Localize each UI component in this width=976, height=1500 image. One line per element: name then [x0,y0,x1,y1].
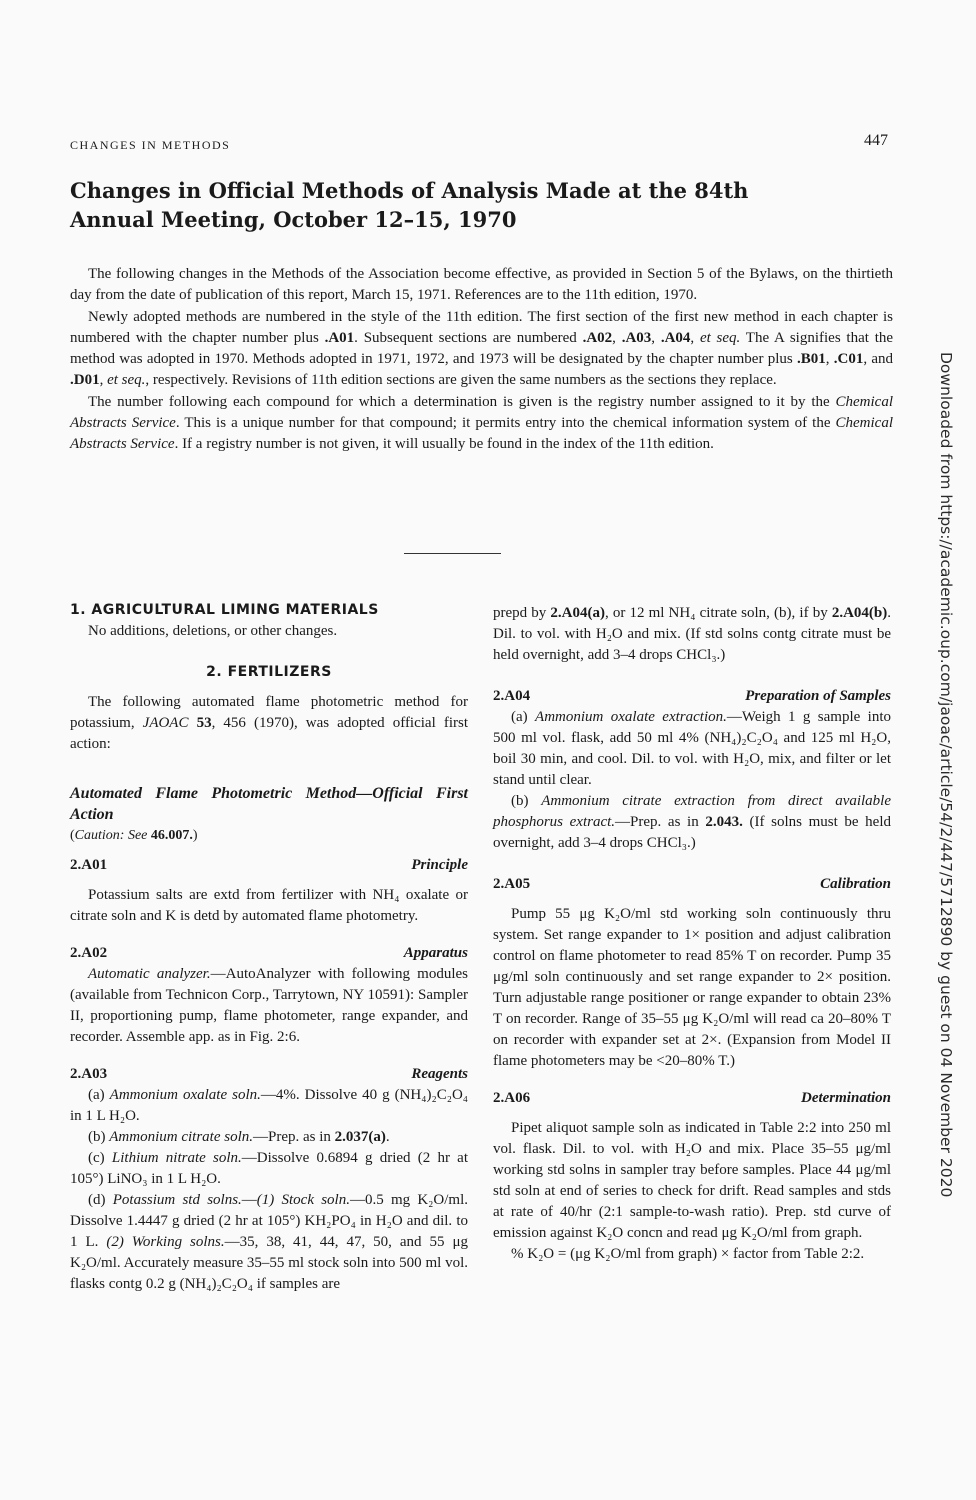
section-title: Principle [411,857,468,873]
body-text: —35, 38, 41, 44, 47, 50, and 55 μg K₂O/ml. Accurately measure 35–55 ml stock soln into 500 ml vol. flasks contg 0.2 g (NH₄)₂C₂O₄ if samples are [70,1234,468,1292]
reagent-item [70,1127,468,1148]
section-title: Apparatus [403,945,468,961]
item-title: Ammonium citrate extraction from direct available phosphorus extract. [493,793,892,830]
chapter-intro [70,692,468,755]
intro-text: , [825,351,834,368]
reagent-item [70,1148,468,1190]
section-ref: .A01 [324,329,355,346]
caution-label: Caution: See [74,828,148,843]
body-text: —Weigh 1 g sample into 500 ml vol. flask, add 50 ml 4% (NH₄)₂C₂O₄ and 125 ml H₂O, boil 30 min, and cool. Dil. to vol. with H₂O, mix, and filter or let stand until clear. [493,709,891,788]
section-number: 2.A01 [70,857,108,873]
intro-text: . Subsequent sections are numbered [354,329,583,346]
intro-text: , [651,329,661,346]
intro-text: , respectively. Revisions of 11th edition sections are given the same numbers as the sections they replace. [145,372,777,389]
section-title: Preparation of Samples [745,688,891,704]
intro-text: The following changes in the Methods of the Association become effective, as provided in Section 5 of the Bylaws, on the thirtieth day from the date of publication of this report, March 15, 1971. References are to the 11th edition, 1970. [70,266,893,304]
section-text: Pipet aliquot sample soln as indicated in Table 2:2 into 250 ml vol. flask. Dil. to vol. with H₂O and mix. Place 35–55 μg/ml working std solns in sampler tray before samples. Place 44 μg/ml std soln at end of series to check for drift. Read samples and stds at rate of 40/hr (2:1 sample-to-wash ratio). Prep. std curve of emission against K₂O concn and read μg K₂O/ml from graph. [493,1120,891,1241]
intro-text: Newly adopted methods are numbered in the style of the 11th edition. The first section of the first new method in each chapter is numbered with the chapter number plus [70,308,893,346]
item-title: Lithium nitrate soln. [111,1150,242,1166]
section-ref: 46.007. [150,828,193,843]
intro [70,264,893,456]
section-title: Determination [800,1090,891,1106]
intro-text: , [99,372,108,389]
caution-text: ) [192,828,198,843]
chapter-heading: 2. FERTILIZERS [206,664,332,680]
intro-paragraph [70,392,893,456]
body-text: , or 12 ml NH₄ citrate soln, (b), if by [604,605,832,621]
body-text: — [241,1192,257,1208]
prep-item [493,791,891,854]
reagent-item [70,1190,468,1295]
intro-text: The number following each compound for which a determination is given is the registry number assigned to it by the [88,393,836,410]
body-text: —0.5 mg K₂O/ml. Dissolve 1.4447 g dried (2 hr at 105°) KH₂PO₄ in H₂O and dil. to 1 L. [70,1192,468,1250]
section-ref: 2.A04(b) [831,605,888,621]
section-number: 2.A05 [493,876,531,892]
watermark-text: Downloaded from https://academic.oup.com/jaoac/article/54/2/447/5712890 by guest on 04 November 2020 [937,352,955,1198]
running-head: CHANGES IN METHODS [70,138,231,152]
chapter-heading: 1. AGRICULTURAL LIMING MATERIALS [70,602,379,618]
method-title: Automated Flame Photometric Method—Official First Action [70,785,468,823]
item-label: (b) [511,793,529,809]
section-number: 2.A06 [493,1090,531,1106]
item-title: (2) Working solns. [106,1234,225,1250]
article-title: Changes in Official Methods of Analysis Made at the 84th Annual Meeting, October 12–15, 1970 [70,178,749,232]
prep-item [493,707,891,791]
reagent-item [70,1085,468,1127]
body-text: . [385,1129,390,1145]
section-title: Calibration [820,876,891,892]
intro-text: , and [863,351,894,368]
section-ref: .D01 [70,372,100,389]
item-title: Ammonium oxalate soln. [109,1087,261,1103]
body-text: . Dil. to vol. with H₂O and mix. (If std solns contg citrate must be held overnight, add 3–4 drops CHCl₃.) [493,605,891,663]
section-header [70,943,468,964]
journal-volume: 53 [196,715,212,731]
caution-text: ( [70,828,75,843]
intro-italic: et seq. [699,329,741,346]
section-header [70,1064,468,1085]
section-divider [404,553,501,554]
item-title: Potassium std solns. [112,1192,242,1208]
right-column [493,603,891,1265]
intro-text: , [612,329,622,346]
section-text [70,964,468,1048]
chapter-text: No additions, deletions, or other changes. [88,623,338,639]
intro-text: . If a registry number is not given, it will usually be found in the index of the 11th edition. [174,436,714,453]
journal-name: JAOAC [142,715,189,731]
section-number: 2.A02 [70,945,108,961]
item-label: (d) [88,1192,106,1208]
section-header [493,874,891,895]
section-header [493,686,891,707]
body-text: The following automated flame photometric method for potassium, [70,694,468,731]
intro-italic: Chemical Abstracts Service [70,393,893,432]
item-title: (1) Stock soln. [256,1192,350,1208]
left-column [70,600,468,1295]
body-text: —Dissolve 0.6894 g dried (2 hr at 105°) LiNO₃ in 1 L H₂O. [70,1150,469,1187]
section-header [70,855,468,876]
body-text: —Prep. as in [615,814,706,830]
intro-text: The A signifies that the method was adopted in 1970. Methods adopted in 1971, 1972, and 1973 will be designated by the chapter number plus [70,329,894,368]
download-watermark [937,352,965,1442]
intro-paragraph [70,307,893,392]
section-ref: 2.A04(a) [550,605,605,621]
section-ref: .A02 [582,329,613,346]
section-text: Pump 55 μg K₂O/ml std working soln continuously thru system. Set range expander to 1× position and adjust calibration control on flame photometer to read 85% T on recorder. Pump 35 μg/ml soln continuously and set range expander to 2× position. Turn adjustable range positioner or range expander to obtain 23% T on recorder. Range of 35–55 μg K₂O/ml will read ca 20–80% T on recorder with expander set at 2×. (Expansion from Model II flame photometers may be <20–80% T.) [493,906,891,1069]
body-text: , 456 (1970), was adopted official first action: [70,715,468,752]
section-number: 2.A04 [493,688,531,704]
item-title: Ammonium citrate soln. [109,1129,253,1145]
section-ref: .B01 [796,351,826,368]
intro-text: . This is a unique number for that compound; it permits entry into the chemical information system of the [175,415,836,432]
item-label: (a) [511,709,528,725]
section-ref: 2.043. [705,814,743,830]
intro-italic: et seq. [107,372,146,389]
item-label: (c) [88,1150,105,1166]
intro-text: , [690,329,700,346]
intro-paragraph [70,264,893,307]
section-text: Potassium salts are extd from fertilizer with NH₄ oxalate or citrate soln and K is detd by automated flame photometry. [70,887,468,924]
formula: % K₂O = (μg K₂O/ml from graph) × factor from Table 2:2. [511,1246,865,1262]
section-title: Reagents [411,1066,468,1082]
body-text: prepd by [493,605,551,621]
item-title: Ammonium oxalate extraction. [535,709,727,725]
item-label: (b) [88,1129,106,1145]
body-text: —AutoAnalyzer with following modules (available from Technicon Corp., Tarrytown, NY 10591): Sampler II, proportioning pump, flame photometer, range expander, and recorder. Assemble app. as in Fig. 2:6. [70,966,469,1045]
section-header [493,1088,891,1109]
item-title: Automatic analyzer. [88,966,211,982]
item-label: (a) [88,1087,105,1103]
section-ref: .A03 [621,329,652,346]
body-text: —4%. Dissolve 40 g (NH₄)₂C₂O₄ in 1 L H₂O. [70,1087,469,1124]
section-ref: 2.037(a) [334,1129,386,1145]
continued-text [493,603,891,666]
intro-italic: Chemical Abstracts Service [70,415,893,453]
section-ref: .A04 [660,329,691,346]
page-number: 447 [864,132,888,149]
section-ref: .C01 [833,351,864,368]
caution-note [70,825,468,846]
body-text: (If solns must be held overnight, add 3–4 drops CHCl₃.) [493,814,891,851]
body-text: —Prep. as in [253,1129,335,1145]
section-number: 2.A03 [70,1066,108,1082]
